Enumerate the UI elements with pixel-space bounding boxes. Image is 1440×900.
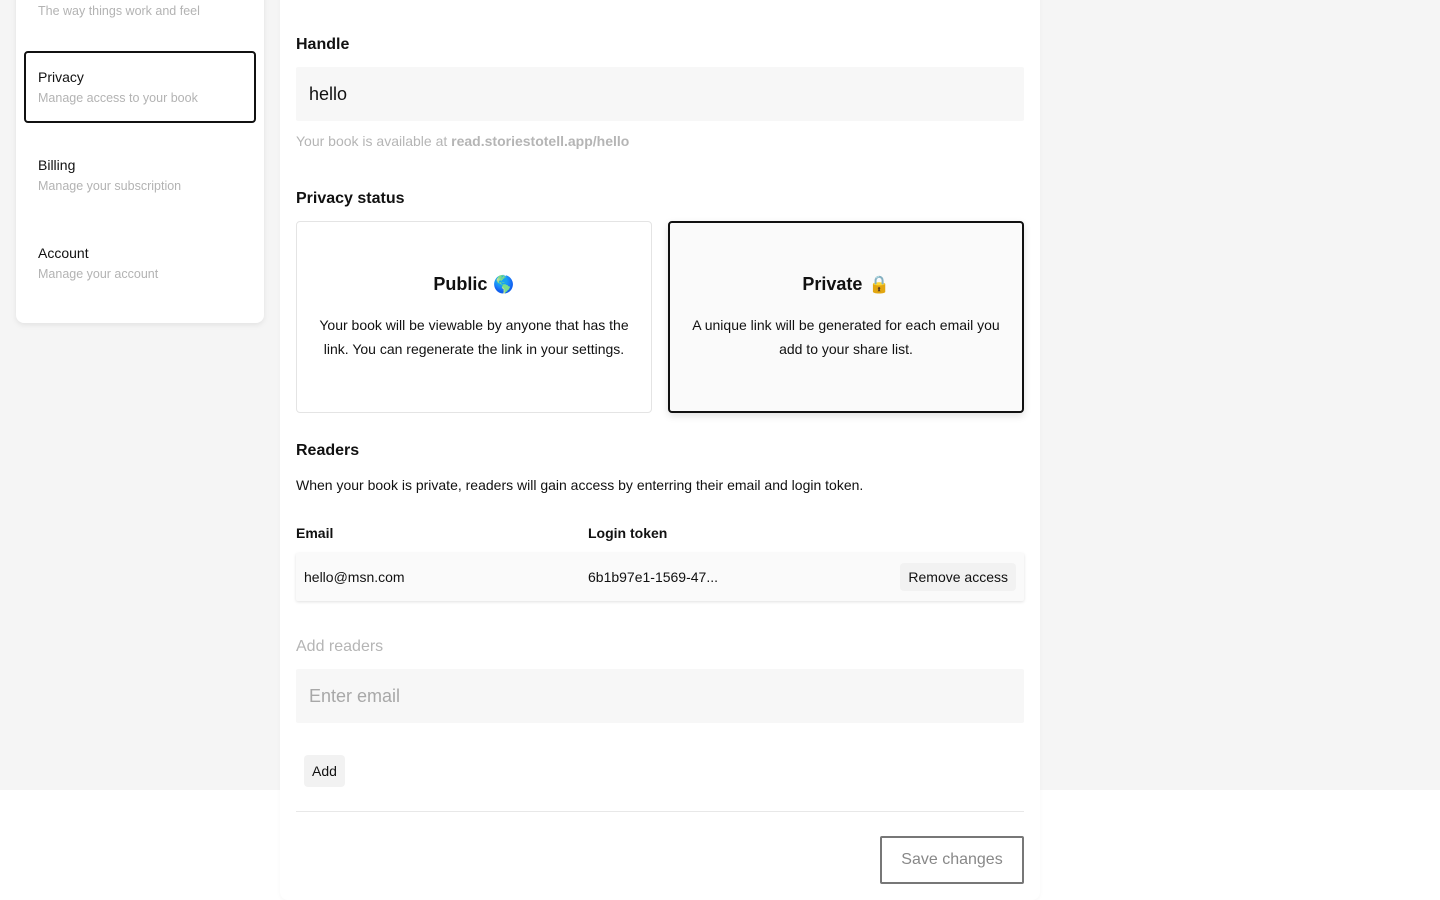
save-changes-button[interactable]: Save changes	[880, 836, 1024, 884]
sidebar-item-subtitle: Manage your subscription	[38, 179, 182, 193]
handle-url: read.storiestotell.app/hello	[451, 133, 630, 149]
add-reader-button[interactable]: Add	[304, 755, 345, 787]
public-option-title: Public	[433, 274, 488, 294]
globe-icon: 🌎	[493, 274, 515, 294]
sidebar-item-title: Privacy	[38, 69, 84, 85]
sidebar-item-title: Billing	[38, 157, 76, 173]
handle-helper-prefix: Your book is available at	[296, 133, 452, 149]
sidebar-item-preferences[interactable]	[24, 0, 256, 32]
handle-input[interactable]	[296, 67, 1024, 121]
handle-label: Handle	[296, 36, 350, 53]
add-readers-label: Add readers	[296, 638, 384, 655]
sidebar-item-account[interactable]	[24, 227, 256, 299]
sidebar-item-privacy[interactable]	[24, 51, 256, 123]
privacy-option-private[interactable]	[668, 221, 1024, 413]
reader-email: hello@msn.com	[304, 569, 405, 585]
sidebar-item-subtitle: Manage your account	[38, 267, 159, 281]
reader-email-input[interactable]	[296, 669, 1024, 723]
private-option-description: A unique link will be generated for each email you add to your share list.	[692, 317, 1000, 357]
privacy-status-label: Privacy status	[296, 190, 405, 207]
sidebar-item-billing[interactable]	[24, 139, 256, 211]
table-row	[296, 553, 1024, 601]
column-header-email: Email	[296, 525, 334, 541]
readers-description: When your book is private, readers will gain access by enterring their email and login token.	[296, 477, 864, 493]
sidebar-item-title: Account	[38, 245, 89, 261]
settings-sidebar	[16, 0, 264, 323]
privacy-option-title	[297, 274, 651, 295]
readers-label: Readers	[296, 442, 360, 459]
sidebar-item-subtitle: Manage access to your book	[38, 91, 198, 105]
lock-icon: 🔒	[868, 274, 890, 294]
divider	[296, 811, 1024, 812]
private-option-title: Private	[802, 274, 863, 294]
privacy-option-public[interactable]	[296, 221, 652, 413]
reader-login-token: 6b1b97e1-1569-47...	[588, 569, 718, 585]
privacy-option-title	[670, 274, 1022, 295]
column-header-login-token: Login token	[588, 525, 668, 541]
remove-access-button[interactable]: Remove access	[900, 563, 1016, 591]
handle-helper-text	[296, 133, 629, 149]
privacy-settings-panel	[280, 0, 1040, 900]
sidebar-item-subtitle: The way things work and feel	[38, 4, 200, 18]
public-option-description: Your book will be viewable by anyone that has the link. You can regenerate the link in your settings.	[319, 317, 629, 357]
